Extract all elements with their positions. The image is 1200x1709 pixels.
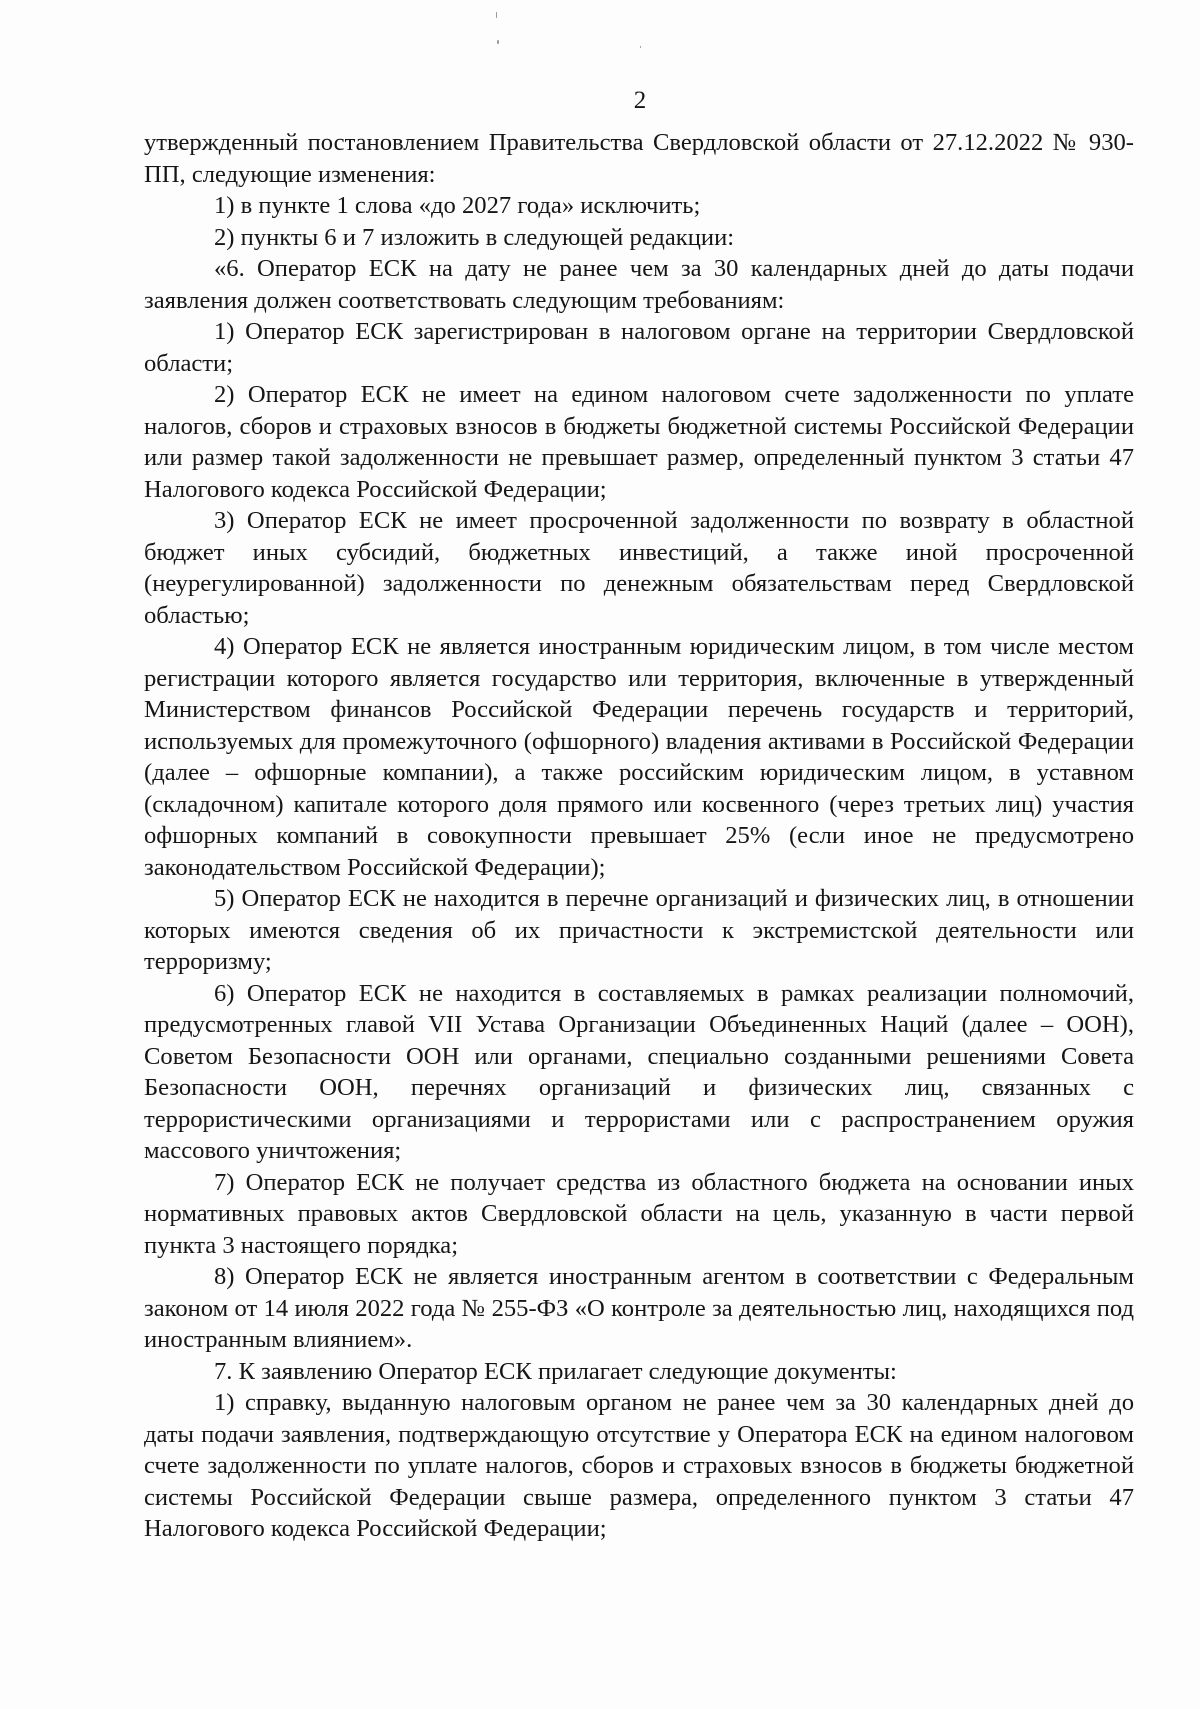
paragraph: 8) Оператор ЕСК не является иностранным агентом в соответствии с Федеральным законом от 14 июля 2022 года № 255-ФЗ «О контроле за деятельностью лиц, находящихся под иностранным влиянием». xyxy=(144,1263,1134,1353)
paragraph: «6. Оператор ЕСК на дату не ранее чем за 30 календарных дней до даты подачи заявления должен соответствовать следующим требованиям: xyxy=(144,255,1134,314)
paragraph: 6) Оператор ЕСК не находится в составляемых в рамках реализации полномочий, предусмотренных главой VII Устава Организации Объединенных Наций (далее – ООН), Советом Безопасности ООН или органами, специально созданными решениями Совета Безопасности ООН, перечнях организаций и физических лиц, связанных с террористическими организациями и террористами или с распространением оружия массового уничтожения; xyxy=(144,979,1134,1164)
scan-speck xyxy=(640,46,641,48)
paragraph: 3) Оператор ЕСК не имеет просроченной задолженности по возврату в областной бюджет иных субсидий, бюджетных инвестиций, а также иной просроченной (неурегулированной) задолженности по денежным обязательствам перед Свердловской областью; xyxy=(144,507,1134,629)
paragraph: 7. К заявлению Оператор ЕСК прилагает следующие документы: xyxy=(214,1357,897,1385)
paragraph: 1) справку, выданную налоговым органом не ранее чем за 30 календарных дней до даты подачи заявления, подтверждающую отсутствие у Оператора ЕСК на едином налоговом счете задолженности по уплате налогов, сборов и страховых взносов в бюджеты бюджетной системы Российской Федерации свыше размера, определенного пунктом 3 статьи 47 Налогового кодекса Российской Федерации; xyxy=(144,1389,1134,1542)
paragraph: 5) Оператор ЕСК не находится в перечне организаций и физических лиц, в отношении которых имеются сведения об их причастности к экстремистской деятельности или терроризму; xyxy=(144,885,1134,975)
paragraph: 1) Оператор ЕСК зарегистрирован в налоговом органе на территории Свердловской области; xyxy=(144,318,1134,377)
document-body xyxy=(144,127,1134,1545)
paragraph: 1) в пункте 1 слова «до 2027 года» исключить; xyxy=(214,192,701,219)
paragraph: 4) Оператор ЕСК не является иностранным юридическим лицом, в том числе местом регистрации которого является государство или территория, включенные в утвержденный Министерством финансов Российской Федерации перечень государств и территорий, используемых для промежуточного (офшорного) владения активами в Российской Федерации (далее – офшорные компании), а также российским юридическим лицом, в уставном (складочном) капитале которого доля прямого или косвенного (через третьих лиц) участия офшорных компаний в совокупности превышает 25% (если иное не предусмотрено законодательством Российской Федерации); xyxy=(144,633,1134,881)
paragraph: 2) Оператор ЕСК не имеет на едином налоговом счете задолженности по уплате налогов, сборов и страховых взносов в бюджеты бюджетной системы Российской Федерации или размер такой задолженности не превышает размер, определенный пунктом 3 статьи 47 Налогового кодекса Российской Федерации; xyxy=(144,381,1134,503)
page-number: 2 xyxy=(633,87,647,114)
paragraph: 7) Оператор ЕСК не получает средства из областного бюджета на основании иных нормативных правовых актов Свердловской области на цель, указанную в части первой пункта 3 настоящего порядка; xyxy=(144,1168,1134,1259)
paragraph: утвержденный постановлением Правительства Свердловской области от 27.12.2022 № 930-ПП, следующие изменения: xyxy=(144,129,1134,188)
scan-speck xyxy=(496,12,497,18)
scan-speck xyxy=(497,40,499,44)
paragraph: 2) пункты 6 и 7 изложить в следующей редакции: xyxy=(214,223,735,251)
